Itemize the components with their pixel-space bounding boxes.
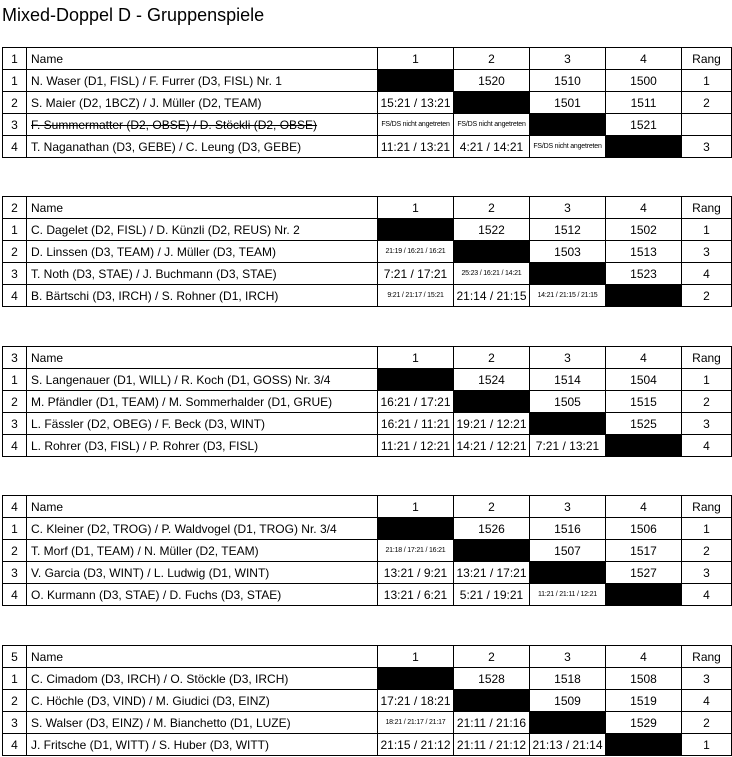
- column-header-2: 2: [454, 646, 530, 668]
- rang-cell: 3: [682, 668, 732, 690]
- rang-header: Rang: [682, 48, 732, 70]
- rang-cell: 1: [682, 70, 732, 92]
- result-cell: 21:13 / 21:14: [530, 734, 606, 756]
- self-match-cell: [378, 70, 454, 92]
- table-row: [3, 219, 732, 241]
- row-number: 3: [3, 562, 27, 584]
- self-match-cell: [530, 562, 606, 584]
- player-pair-label: S. Langenauer (D1, WILL) / R. Koch (D1, GOSS) Nr. 3/4: [31, 372, 331, 387]
- rang-header: Rang: [682, 197, 732, 219]
- result-cell: 1507: [530, 540, 606, 562]
- result-cell: 14:21 / 12:21: [454, 435, 530, 457]
- rang-cell: 2: [682, 712, 732, 734]
- player-pair-name: [27, 263, 378, 285]
- group-table-2: [2, 196, 732, 307]
- result-cell: 1528: [454, 668, 530, 690]
- result-cell: 11:21 / 21:11 / 12:21: [530, 584, 606, 606]
- table-row: [3, 668, 732, 690]
- name-header: Name: [27, 646, 378, 668]
- result-cell: 1524: [454, 369, 530, 391]
- row-number: 2: [3, 540, 27, 562]
- result-cell: 1512: [530, 219, 606, 241]
- player-pair-label: T. Morf (D1, TEAM) / N. Müller (D2, TEAM): [31, 543, 259, 558]
- player-pair-label: C. Dagelet (D2, FISL) / D. Künzli (D2, REUS) Nr. 2: [31, 222, 300, 237]
- result-cell: 1511: [606, 92, 682, 114]
- column-header-4: 4: [606, 496, 682, 518]
- result-cell: 1519: [606, 690, 682, 712]
- player-pair-label: D. Linssen (D3, TEAM) / J. Müller (D3, TEAM): [31, 244, 276, 259]
- result-cell: 9:21 / 21:17 / 15:21: [378, 285, 454, 307]
- table-row: [3, 518, 732, 540]
- group-table-3: [2, 346, 732, 457]
- table-row: [3, 263, 732, 285]
- row-number: 2: [3, 92, 27, 114]
- rang-cell: 1: [682, 369, 732, 391]
- result-cell: 11:21 / 12:21: [378, 435, 454, 457]
- row-number: 3: [3, 413, 27, 435]
- column-header-3: 3: [530, 496, 606, 518]
- player-pair-label: N. Waser (D1, FISL) / F. Furrer (D3, FISL) Nr. 1: [31, 73, 282, 88]
- self-match-cell: [454, 690, 530, 712]
- player-pair-name: [27, 241, 378, 263]
- player-pair-label: J. Fritsche (D1, WITT) / S. Huber (D3, WITT): [31, 737, 270, 752]
- column-header-1: 1: [378, 347, 454, 369]
- result-cell: 21:11 / 21:16: [454, 712, 530, 734]
- self-match-cell: [606, 285, 682, 307]
- result-cell: 4:21 / 14:21: [454, 136, 530, 158]
- rang-cell: 1: [682, 219, 732, 241]
- self-match-cell: [454, 540, 530, 562]
- player-pair-name: [27, 114, 378, 136]
- result-cell: 21:19 / 16:21 / 16:21: [378, 241, 454, 263]
- player-pair-label: T. Naganathan (D3, GEBE) / C. Leung (D3, GEBE): [31, 139, 302, 154]
- self-match-cell: [606, 136, 682, 158]
- result-cell: 21:14 / 21:15: [454, 285, 530, 307]
- self-match-cell: [378, 518, 454, 540]
- column-header-4: 4: [606, 646, 682, 668]
- table-row: [3, 435, 732, 457]
- rang-cell: 2: [682, 540, 732, 562]
- table-row: [3, 369, 732, 391]
- self-match-cell: [378, 219, 454, 241]
- name-header: Name: [27, 496, 378, 518]
- row-number: 4: [3, 734, 27, 756]
- result-cell: 1523: [606, 263, 682, 285]
- table-row: [3, 92, 732, 114]
- result-cell: 25:23 / 16:21 / 14:21: [454, 263, 530, 285]
- result-cell: 1525: [606, 413, 682, 435]
- player-pair-name: [27, 92, 378, 114]
- result-cell: 1506: [606, 518, 682, 540]
- table-row: [3, 734, 732, 756]
- player-pair-name: [27, 136, 378, 158]
- header-row: [3, 197, 732, 219]
- result-cell: 13:21 / 9:21: [378, 562, 454, 584]
- player-pair-label: B. Bärtschi (D3, IRCH) / S. Rohner (D1, IRCH): [31, 288, 279, 303]
- column-header-4: 4: [606, 48, 682, 70]
- result-cell: 1501: [530, 92, 606, 114]
- rang-cell: [682, 114, 732, 136]
- player-pair-name: [27, 690, 378, 712]
- name-header: Name: [27, 48, 378, 70]
- player-pair-label: C. Cimadom (D3, IRCH) / O. Stöckle (D3, IRCH): [31, 671, 289, 686]
- table-row: [3, 413, 732, 435]
- column-header-2: 2: [454, 48, 530, 70]
- column-header-1: 1: [378, 48, 454, 70]
- self-match-cell: [454, 92, 530, 114]
- rang-cell: 1: [682, 734, 732, 756]
- rang-cell: 3: [682, 413, 732, 435]
- result-cell: 15:21 / 13:21: [378, 92, 454, 114]
- column-header-1: 1: [378, 197, 454, 219]
- result-cell: 1502: [606, 219, 682, 241]
- player-pair-name: [27, 285, 378, 307]
- result-cell: 17:21 / 18:21: [378, 690, 454, 712]
- player-pair-label: L. Fässler (D2, OBEG) / F. Beck (D3, WINT): [31, 416, 266, 431]
- rang-header: Rang: [682, 347, 732, 369]
- rang-cell: 2: [682, 285, 732, 307]
- table-row: [3, 136, 732, 158]
- table-row: [3, 584, 732, 606]
- row-number: 2: [3, 690, 27, 712]
- table-row: [3, 241, 732, 263]
- column-header-4: 4: [606, 197, 682, 219]
- rang-cell: 3: [682, 562, 732, 584]
- row-number: 1: [3, 70, 27, 92]
- row-number: 3: [3, 263, 27, 285]
- group-number: 2: [3, 197, 27, 219]
- column-header-3: 3: [530, 197, 606, 219]
- result-cell: 1526: [454, 518, 530, 540]
- self-match-cell: [606, 734, 682, 756]
- result-cell: 18:21 / 21:17 / 21:17: [378, 712, 454, 734]
- table-row: [3, 712, 732, 734]
- name-header: Name: [27, 197, 378, 219]
- table-row: [3, 391, 732, 413]
- table-row: [3, 562, 732, 584]
- row-number: 4: [3, 136, 27, 158]
- group-number: 4: [3, 496, 27, 518]
- player-pair-label: S. Maier (D2, 1BCZ) / J. Müller (D2, TEAM): [31, 95, 262, 110]
- player-pair-label: L. Rohrer (D3, FISL) / P. Rohrer (D3, FISL): [31, 438, 259, 453]
- result-cell: 1516: [530, 518, 606, 540]
- result-cell: 7:21 / 13:21: [530, 435, 606, 457]
- rang-cell: 2: [682, 391, 732, 413]
- column-header-2: 2: [454, 496, 530, 518]
- player-pair-name: [27, 734, 378, 756]
- result-cell: 1517: [606, 540, 682, 562]
- player-pair-label: V. Garcia (D3, WINT) / L. Ludwig (D1, WINT): [31, 565, 270, 580]
- result-cell: 1521: [606, 114, 682, 136]
- result-cell: 1503: [530, 241, 606, 263]
- self-match-cell: [530, 114, 606, 136]
- result-cell: 16:21 / 11:21: [378, 413, 454, 435]
- row-number: 2: [3, 391, 27, 413]
- result-cell: 5:21 / 19:21: [454, 584, 530, 606]
- rang-cell: 4: [682, 584, 732, 606]
- player-pair-name: [27, 540, 378, 562]
- result-cell: 1508: [606, 668, 682, 690]
- rang-cell: 4: [682, 435, 732, 457]
- group-table-1: [2, 47, 732, 158]
- self-match-cell: [454, 241, 530, 263]
- column-header-3: 3: [530, 646, 606, 668]
- result-cell: 1515: [606, 391, 682, 413]
- group-number: 3: [3, 347, 27, 369]
- row-number: 1: [3, 219, 27, 241]
- result-cell: 1520: [454, 70, 530, 92]
- column-header-3: 3: [530, 347, 606, 369]
- self-match-cell: [530, 413, 606, 435]
- player-pair-name: [27, 435, 378, 457]
- column-header-1: 1: [378, 496, 454, 518]
- row-number: 3: [3, 712, 27, 734]
- player-pair-name: [27, 584, 378, 606]
- result-cell: 1514: [530, 369, 606, 391]
- result-cell: 21:11 / 21:12: [454, 734, 530, 756]
- rang-cell: 3: [682, 241, 732, 263]
- rang-cell: 4: [682, 690, 732, 712]
- header-row: [3, 48, 732, 70]
- header-row: [3, 646, 732, 668]
- player-pair-name: [27, 668, 378, 690]
- player-pair-name: [27, 562, 378, 584]
- row-number: 4: [3, 435, 27, 457]
- result-cell: 21:18 / 17:21 / 16:21: [378, 540, 454, 562]
- result-cell: 1518: [530, 668, 606, 690]
- column-header-2: 2: [454, 347, 530, 369]
- player-pair-label: S. Walser (D3, EINZ) / M. Bianchetto (D1, LUZE): [31, 715, 291, 730]
- rang-cell: 3: [682, 136, 732, 158]
- row-number: 2: [3, 241, 27, 263]
- result-cell: 19:21 / 12:21: [454, 413, 530, 435]
- header-row: [3, 347, 732, 369]
- self-match-cell: [530, 263, 606, 285]
- player-pair-name: [27, 70, 378, 92]
- table-row: [3, 285, 732, 307]
- player-pair-label: O. Kurmann (D3, STAE) / D. Fuchs (D3, STAE): [31, 587, 282, 602]
- table-row: [3, 540, 732, 562]
- row-number: 4: [3, 285, 27, 307]
- result-cell: 1513: [606, 241, 682, 263]
- result-cell: FS/DS nicht angetreten: [530, 136, 606, 158]
- player-pair-label: T. Noth (D3, STAE) / J. Buchmann (D3, STAE): [31, 266, 277, 281]
- rang-header: Rang: [682, 496, 732, 518]
- result-cell: 21:15 / 21:12: [378, 734, 454, 756]
- rang-cell: 2: [682, 92, 732, 114]
- player-pair-name: [27, 391, 378, 413]
- player-pair-name: [27, 369, 378, 391]
- name-header: Name: [27, 347, 378, 369]
- column-header-3: 3: [530, 48, 606, 70]
- table-row: [3, 114, 732, 136]
- result-cell: 1505: [530, 391, 606, 413]
- row-number: 3: [3, 114, 27, 136]
- row-number: 1: [3, 668, 27, 690]
- result-cell: 1510: [530, 70, 606, 92]
- rang-header: Rang: [682, 646, 732, 668]
- result-cell: 14:21 / 21:15 / 21:15: [530, 285, 606, 307]
- row-number: 4: [3, 584, 27, 606]
- player-pair-label: F. Summermatter (D2, OBSE) / D. Stöckli (D2, OBSE): [31, 117, 318, 132]
- result-cell: 1527: [606, 562, 682, 584]
- column-header-1: 1: [378, 646, 454, 668]
- player-pair-label: C. Höchle (D3, VIND) / M. Giudici (D3, EINZ): [31, 693, 270, 708]
- group-table-5: [2, 645, 732, 756]
- player-pair-label: M. Pfändler (D1, TEAM) / M. Sommerhalder (D1, GRUE): [31, 394, 333, 409]
- table-row: [3, 690, 732, 712]
- self-match-cell: [606, 584, 682, 606]
- result-cell: 1504: [606, 369, 682, 391]
- column-header-2: 2: [454, 197, 530, 219]
- group-number: 5: [3, 646, 27, 668]
- result-cell: 11:21 / 13:21: [378, 136, 454, 158]
- result-cell: FS/DS nicht angetreten: [454, 114, 530, 136]
- rang-cell: 1: [682, 518, 732, 540]
- result-cell: FS/DS nicht angetreten: [378, 114, 454, 136]
- table-row: [3, 70, 732, 92]
- self-match-cell: [606, 435, 682, 457]
- player-pair-name: [27, 413, 378, 435]
- result-cell: 1522: [454, 219, 530, 241]
- rang-cell: 4: [682, 263, 732, 285]
- result-cell: 1500: [606, 70, 682, 92]
- player-pair-name: [27, 712, 378, 734]
- header-row: [3, 496, 732, 518]
- column-header-4: 4: [606, 347, 682, 369]
- self-match-cell: [378, 369, 454, 391]
- row-number: 1: [3, 518, 27, 540]
- group-table-4: [2, 495, 732, 606]
- result-cell: 1529: [606, 712, 682, 734]
- result-cell: 16:21 / 17:21: [378, 391, 454, 413]
- player-pair-label: C. Kleiner (D2, TROG) / P. Waldvogel (D1, TROG) Nr. 3/4: [31, 521, 337, 536]
- result-cell: 13:21 / 17:21: [454, 562, 530, 584]
- result-cell: 1509: [530, 690, 606, 712]
- self-match-cell: [530, 712, 606, 734]
- player-pair-name: [27, 219, 378, 241]
- group-number: 1: [3, 48, 27, 70]
- result-cell: 13:21 / 6:21: [378, 584, 454, 606]
- self-match-cell: [378, 668, 454, 690]
- page-title: Mixed-Doppel D - Gruppenspiele: [2, 5, 265, 25]
- self-match-cell: [454, 391, 530, 413]
- result-cell: 7:21 / 17:21: [378, 263, 454, 285]
- row-number: 1: [3, 369, 27, 391]
- player-pair-name: [27, 518, 378, 540]
